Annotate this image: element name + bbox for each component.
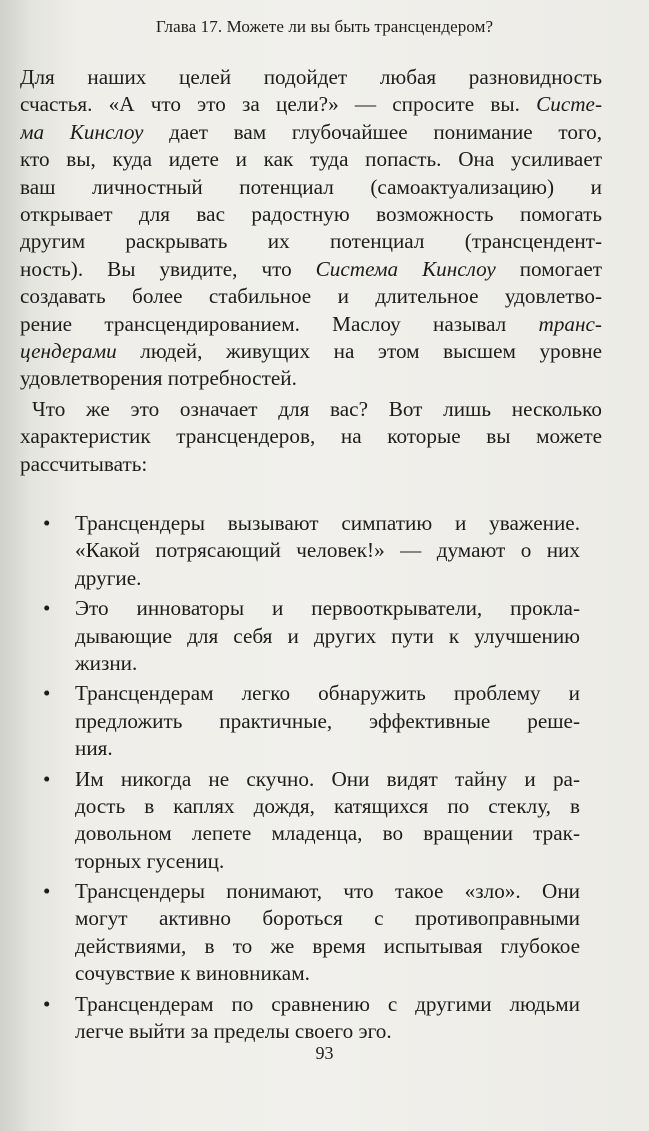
list-item xyxy=(20,878,620,988)
text-line: Что же это означает для вас? Вот лишь несколько xyxy=(32,397,602,421)
list-item xyxy=(20,766,620,876)
text-line: рассчитывать: xyxy=(20,451,148,476)
list-item xyxy=(20,595,620,677)
list-item xyxy=(20,510,620,592)
bullet-line: могут активно бороться с противоправными xyxy=(75,906,580,931)
text-line: рение трансцендированием. Маслоу называл транс- xyxy=(20,311,602,336)
text-line: создавать более стабильное и длительное удовлетво- xyxy=(20,284,602,309)
bullet-line: другие. xyxy=(75,565,142,590)
bullet-line: довольном лепете младенца, во вращении трак- xyxy=(75,821,580,846)
bullet-line: • Им никогда не скучно. Они видят тайну и ра- xyxy=(75,766,580,791)
text-line: цендерами людей, живущих на этом высшем уровне xyxy=(20,338,602,363)
bullet-line: • Трансцендерам легко обнаружить проблему и xyxy=(75,681,580,706)
text-line: характеристик трансцендеров, на которые вы можете xyxy=(20,424,602,449)
list-item xyxy=(20,680,620,762)
running-header: Глава 17. Можете ли вы быть трансцендером? xyxy=(155,17,494,36)
bullet-line: • Трансцендеры понимают, что такое «зло». Они xyxy=(75,879,580,904)
bullet-line: • Трансцендеры вызывают симпатию и уважение. xyxy=(75,511,580,535)
text-line: другим раскрывать их потенциал (трансцендент- xyxy=(20,229,602,254)
bullet-line: дость в каплях дождя, катящихся по стеклу, в xyxy=(75,793,580,818)
bullet-line: ния. xyxy=(75,736,113,761)
bullet-line: «Какой потрясающий человек!» — думают о них xyxy=(75,538,580,563)
text-line: удовлетворения потребностей. xyxy=(20,366,297,391)
text-line: кто вы, куда идете и как туда попасть. Она усиливает xyxy=(20,147,602,172)
text-line: счастья. «А что это за цели?» — спросите вы. Систе- xyxy=(20,92,602,117)
bullet-line: легче выйти за пределы своего эго. xyxy=(75,1019,392,1044)
characteristics-list xyxy=(20,510,620,1048)
bullet-line: дывающие для себя и других пути к улучшению xyxy=(75,623,580,648)
bullet-line: • Трансцендерам по сравнению с другими людьми xyxy=(75,991,580,1016)
bullet-line: торных гусениц. xyxy=(75,848,225,873)
paragraph-1 xyxy=(20,64,602,393)
bullet-line: сочувствие к виновникам. xyxy=(75,961,310,986)
bullet-line: предложить практичные, эффективные реше- xyxy=(75,708,580,733)
bullet-line: действиями, в то же время испытывая глубокое xyxy=(75,933,580,958)
text-line: открывает для вас радостную возможность помогать xyxy=(20,201,602,226)
page-number: 93 xyxy=(315,1043,334,1063)
text-line: Для наших целей подойдет любая разновидность xyxy=(20,65,602,89)
text-line: ность). Вы увидите, что Система Кинслоу помогает xyxy=(20,256,602,281)
bullet-line: жизни. xyxy=(75,650,138,675)
text-line: ваш личностный потенциал (самоактуализацию) и xyxy=(20,174,602,199)
text-line: ма Кинслоу дает вам глубочайшее понимание того, xyxy=(20,119,602,144)
bullet-line: • Это инноваторы и первооткрыватели, прокла- xyxy=(75,596,580,621)
paragraph-2 xyxy=(20,396,602,478)
list-item xyxy=(20,991,620,1046)
